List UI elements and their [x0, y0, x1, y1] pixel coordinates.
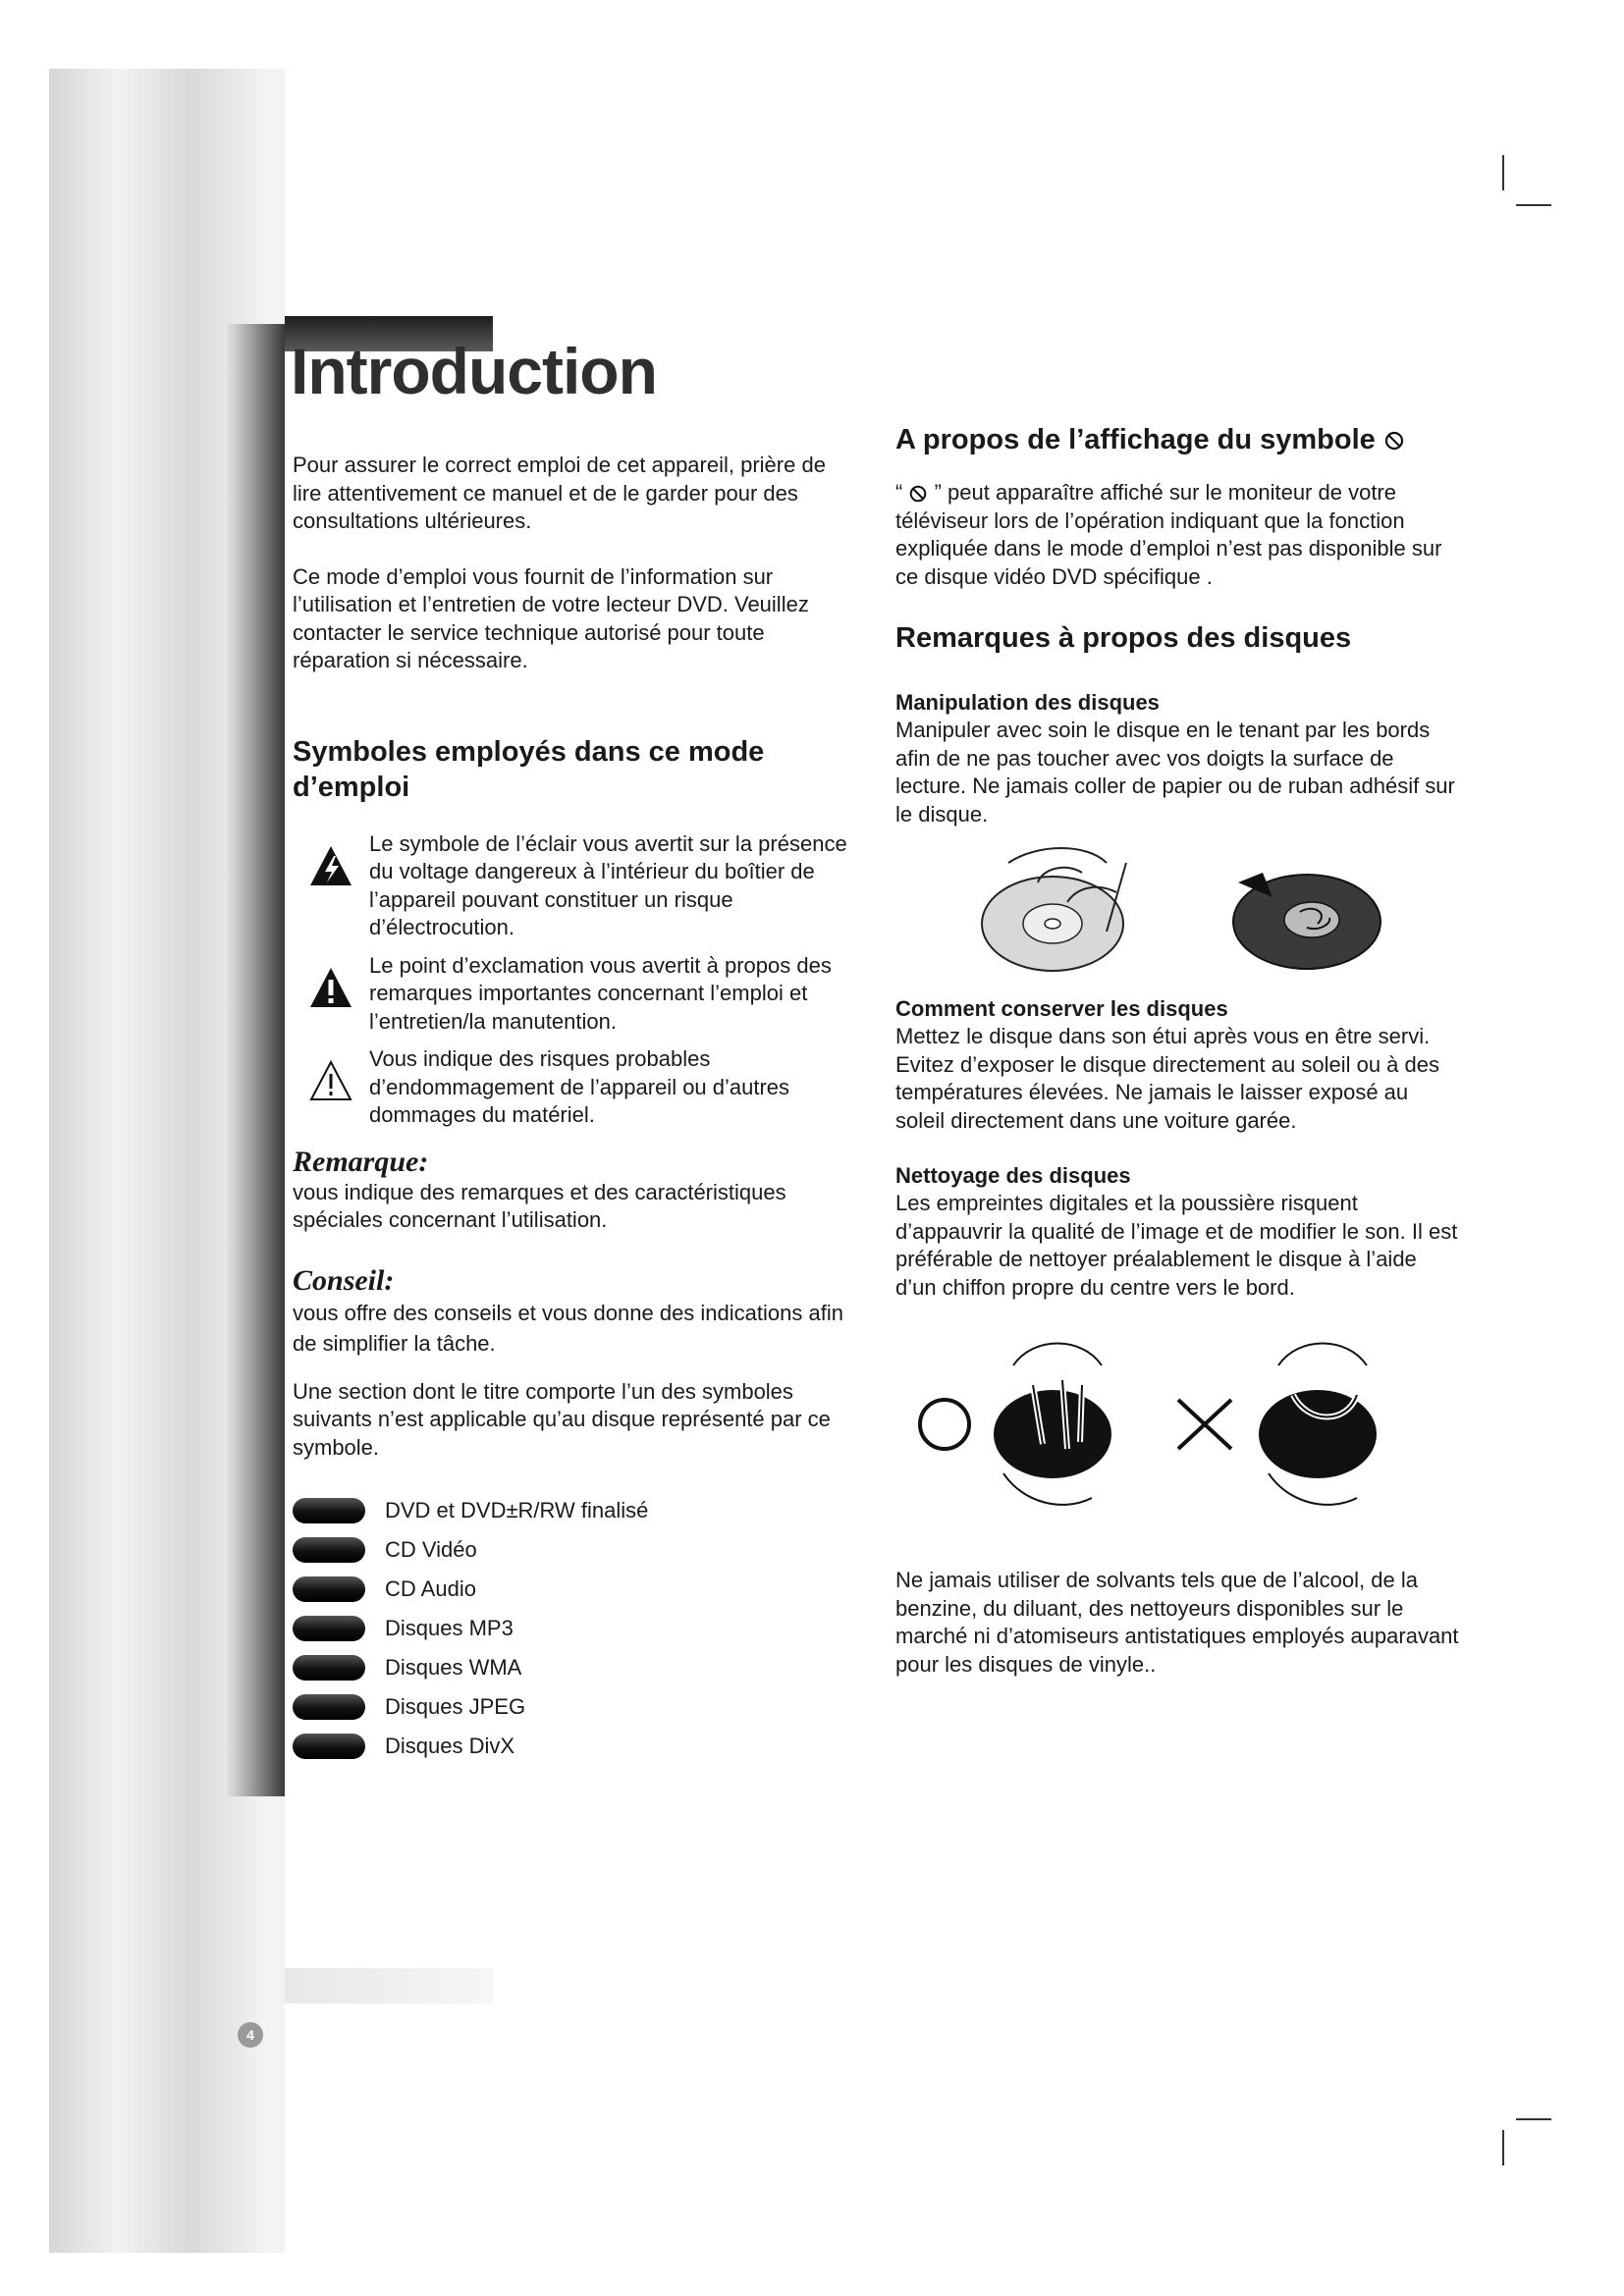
handling-text: Manipuler avec soin le disque en le tenant par les bords afin de ne pas toucher avec vos doigts la surface de lecture. Ne jamais coller de papier ou de ruban adhésif sur le disque.	[895, 718, 1455, 827]
conseil-text: vous offre des conseils et vous donne des indications afin de simplifier la tâche.	[293, 1300, 843, 1356]
symbol-text-lightning: Le symbole de l’éclair vous avertit sur la présence du voltage dangereux à l’intérieur du boîtier de l’appareil pouvant constituer un risque d’électrocution.	[369, 830, 847, 939]
handling-heading: Manipulation des disques	[895, 690, 1160, 715]
symbol-text-caution: Vous indique des risques probables d’endommagement de l’appareil ou d’autres dommages du matériel.	[369, 1046, 790, 1127]
symbol-text-exclamation: Le point d’exclamation vous avertit à propos des remarques importantes concernant l’emploi et l’entretien/la manutention.	[369, 952, 832, 1034]
side-shadow-edge	[226, 324, 285, 1796]
lightning-warning-icon	[308, 844, 353, 887]
disc-badge-icon	[293, 1616, 365, 1641]
disc-held-by-edge-icon	[969, 843, 1146, 981]
correct-circle-icon	[915, 1395, 974, 1454]
prohibited-symbol-icon	[1383, 430, 1405, 452]
bottom-tab-accent	[285, 1968, 493, 2003]
disc-badge-icon	[293, 1734, 365, 1759]
page-title: Introduction	[291, 335, 657, 407]
page-number: 4	[238, 2022, 263, 2048]
storage-text: Mettez le disque dans son étui après vous en être servi. Evitez d’exposer le disque directement au soleil ou à des températures élevées. Ne jamais le laisser exposé au soleil directement dans une voiture garée.	[895, 1024, 1439, 1133]
cleaning-heading: Nettoyage des disques	[895, 1163, 1131, 1188]
right-column	[895, 422, 1463, 1679]
list-item: CD Vidéo	[293, 1530, 852, 1570]
remarque-text: vous indique des remarques et des caractéristiques spéciales concernant l’utilisation.	[293, 1179, 786, 1232]
symbol-row-exclamation	[293, 952, 852, 1037]
list-item: Disques MP3	[293, 1609, 852, 1648]
remarque-label: Remarque:	[293, 1145, 429, 1178]
symbol-display-text: “ ” peut apparaître affiché sur le moniteur de votre téléviseur lors de l’opération indiquant que la fonction expliquée dans le mode d’emploi n’est pas disponible sur ce disque vidéo DVD spécifique .	[895, 480, 1442, 589]
handling-illustration	[895, 828, 1463, 995]
caution-outline-icon	[308, 1059, 353, 1102]
list-item: DVD et DVD±R/RW finalisé	[293, 1491, 852, 1530]
list-item: Disques DivX	[293, 1727, 852, 1766]
disc-badge-icon	[293, 1655, 365, 1681]
cleaning-text: Les empreintes digitales et la poussière risquent d’appauvrir la qualité de l’image et de modifier le son. Il est préférable de nettoyer préalablement le disque à l’aide d’un chiffon propre du centre vers le bord.	[895, 1191, 1458, 1300]
conseil-label: Conseil:	[293, 1263, 395, 1297]
intro-paragraph-2: Ce mode d’emploi vous fournit de l’information sur l’utilisation et l’entretien de votre lecteur DVD. Veuillez contacter le service technique autorisé pour toute réparation si nécessaire.	[293, 563, 809, 672]
intro-paragraph-1: Pour assurer le correct emploi de cet appareil, prière de lire attentivement ce manuel et de le garder pour des consultations ultérieures.	[293, 453, 826, 533]
disc-badge-icon	[293, 1694, 365, 1720]
symbols-heading: Symboles employés dans ce mode d’emploi	[293, 735, 765, 803]
cleaning-radial-hand-icon	[974, 1326, 1131, 1522]
exclamation-warning-icon	[308, 966, 353, 1009]
incorrect-x-icon	[1170, 1395, 1239, 1454]
crop-mark-top-h	[1516, 204, 1551, 206]
disc-badge-icon	[293, 1576, 365, 1602]
cleaning-illustration	[895, 1302, 1463, 1547]
dark-disc-icon	[1214, 843, 1390, 981]
crop-mark-bottom-h	[1516, 2118, 1551, 2120]
symbol-row-caution	[293, 1045, 852, 1130]
crop-mark-top-v	[1502, 155, 1504, 190]
cleaning-circular-hand-icon	[1239, 1326, 1396, 1522]
list-item: Disques WMA	[293, 1648, 852, 1687]
disc-badge-icon	[293, 1537, 365, 1563]
remarks-heading: Remarques à propos des disques	[895, 622, 1352, 654]
crop-mark-bottom-v	[1502, 2130, 1504, 2165]
left-column	[293, 452, 852, 1766]
symbol-row-lightning	[293, 830, 852, 942]
storage-heading: Comment conserver les disques	[895, 996, 1228, 1021]
symbol-display-heading: A propos de l’affichage du symbole	[895, 422, 1463, 457]
disc-type-list	[293, 1491, 852, 1766]
prohibited-symbol-icon	[908, 484, 928, 504]
section-note: Une section dont le titre comporte l’un des symboles suivants n’est applicable qu’au disque représenté par ce symbole.	[293, 1378, 831, 1460]
solvents-text: Ne jamais utiliser de solvants tels que de l’alcool, de la benzine, du diluant, des nettoyeurs disponibles sur le marché ni d’atomiseurs antistatiques employés auparavant pour les disques de vinyle..	[895, 1568, 1459, 1677]
disc-badge-icon	[293, 1498, 365, 1523]
list-item: Disques JPEG	[293, 1687, 852, 1727]
list-item: CD Audio	[293, 1570, 852, 1609]
